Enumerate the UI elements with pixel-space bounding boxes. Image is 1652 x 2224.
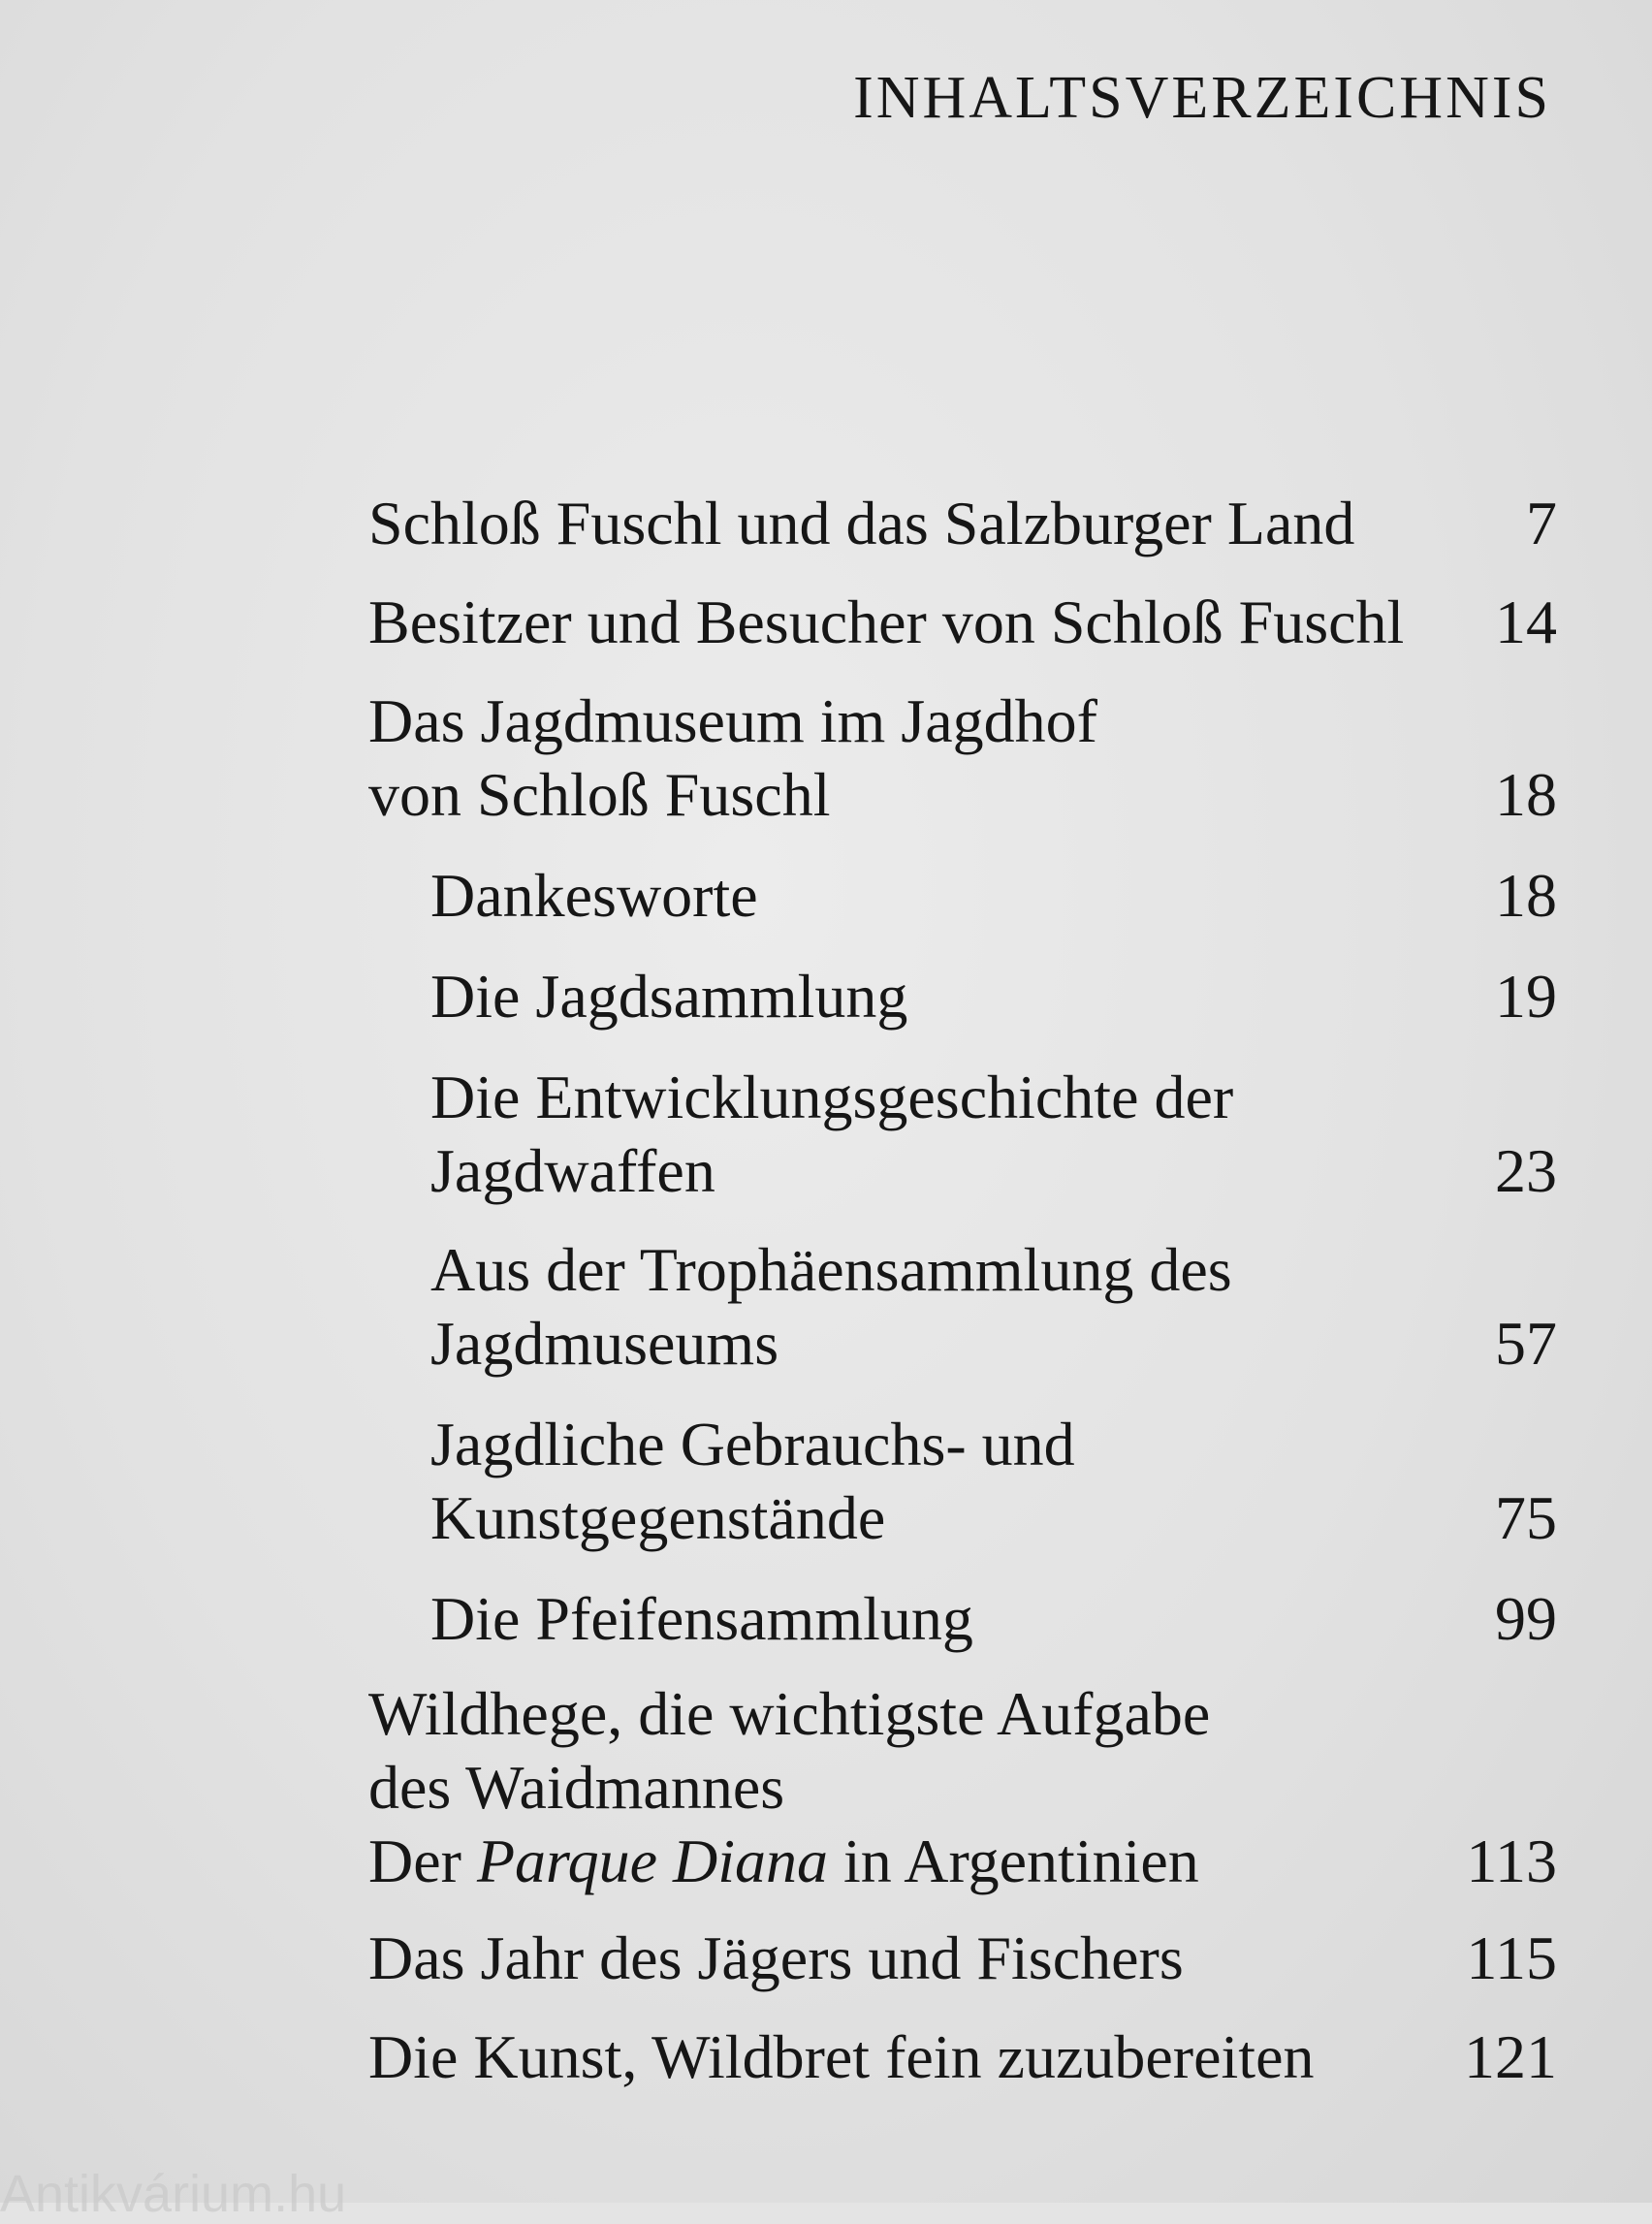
toc-entry-title: Dankesworte: [430, 861, 758, 930]
toc-entry-title: Schloß Fuschl und das Salzburger Land: [368, 489, 1355, 557]
toc-subentry: [430, 1233, 1557, 1381]
toc-entry-page: 57: [1495, 1309, 1557, 1378]
toc-entry: [368, 684, 1557, 832]
watermark: Antikvárium.hu: [0, 2165, 347, 2223]
toc-entry-page: 14: [1495, 588, 1557, 656]
toc-entry: [368, 2020, 1557, 2094]
toc-entry-page: 18: [1495, 861, 1557, 930]
toc-entry-title: Das Jahr des Jägers und Fischers: [368, 1923, 1184, 1992]
toc-entry-page: 23: [1495, 1136, 1557, 1205]
toc-subentry: [430, 1408, 1557, 1555]
toc-entry: [368, 586, 1557, 659]
toc-entry: [368, 487, 1557, 560]
toc-subentry: [430, 859, 1557, 933]
toc-entry: [368, 1922, 1557, 1995]
toc-entry-title: Das Jagdmuseum im Jagdhof: [368, 686, 1097, 755]
toc-entry-title-continued: von Schloß Fuschl: [368, 760, 831, 829]
toc-subentry: [430, 1061, 1557, 1208]
toc-entry-title: Die Entwicklungsgeschichte der: [430, 1063, 1234, 1131]
toc-entry-title-continued: Kunstgegenstände: [430, 1483, 886, 1552]
toc-entry-title: Die Jagdsammlung: [430, 962, 908, 1031]
toc-entry: [368, 1825, 1557, 1898]
page-heading: INHALTSVERZEICHNIS: [853, 65, 1551, 131]
toc-entry-title: Die Pfeifensammlung: [430, 1584, 973, 1653]
toc-entry-title: Wildhege, die wichtigste Aufgabe: [368, 1679, 1211, 1748]
toc-entry: [368, 1677, 1557, 1825]
toc-entry-page: 113: [1466, 1827, 1557, 1895]
toc-entry-title: Der Parque Diana in Argentinien: [368, 1827, 1199, 1895]
toc-entry-title-continued: des Waidmannes: [368, 1753, 785, 1822]
toc-entry-page: 115: [1466, 1923, 1557, 1992]
toc-entry-page: 7: [1526, 489, 1557, 557]
toc-entry-page: 19: [1495, 962, 1557, 1031]
toc-entry-title-continued: Jagdmuseums: [430, 1309, 779, 1378]
toc-entry-page: 121: [1464, 2022, 1557, 2091]
toc-entry-title-italic: Parque Diana: [476, 1827, 828, 1895]
toc-entry-page: 18: [1495, 760, 1557, 829]
toc-entry-title: Aus der Trophäensammlung des: [430, 1235, 1232, 1304]
toc-entry-title: Jagdliche Gebrauchs- und: [430, 1410, 1075, 1478]
toc-entry-title-continued: Jagdwaffen: [430, 1136, 715, 1205]
toc-subentry: [430, 960, 1557, 1033]
toc-entry-title: Die Kunst, Wildbret fein zuzubereiten: [368, 2022, 1315, 2091]
toc-entry-title: Besitzer und Besucher von Schloß Fuschl: [368, 588, 1405, 656]
toc-subentry: [430, 1582, 1557, 1656]
toc-entry-page: 75: [1495, 1483, 1557, 1552]
toc-entry-page: 99: [1495, 1584, 1557, 1653]
